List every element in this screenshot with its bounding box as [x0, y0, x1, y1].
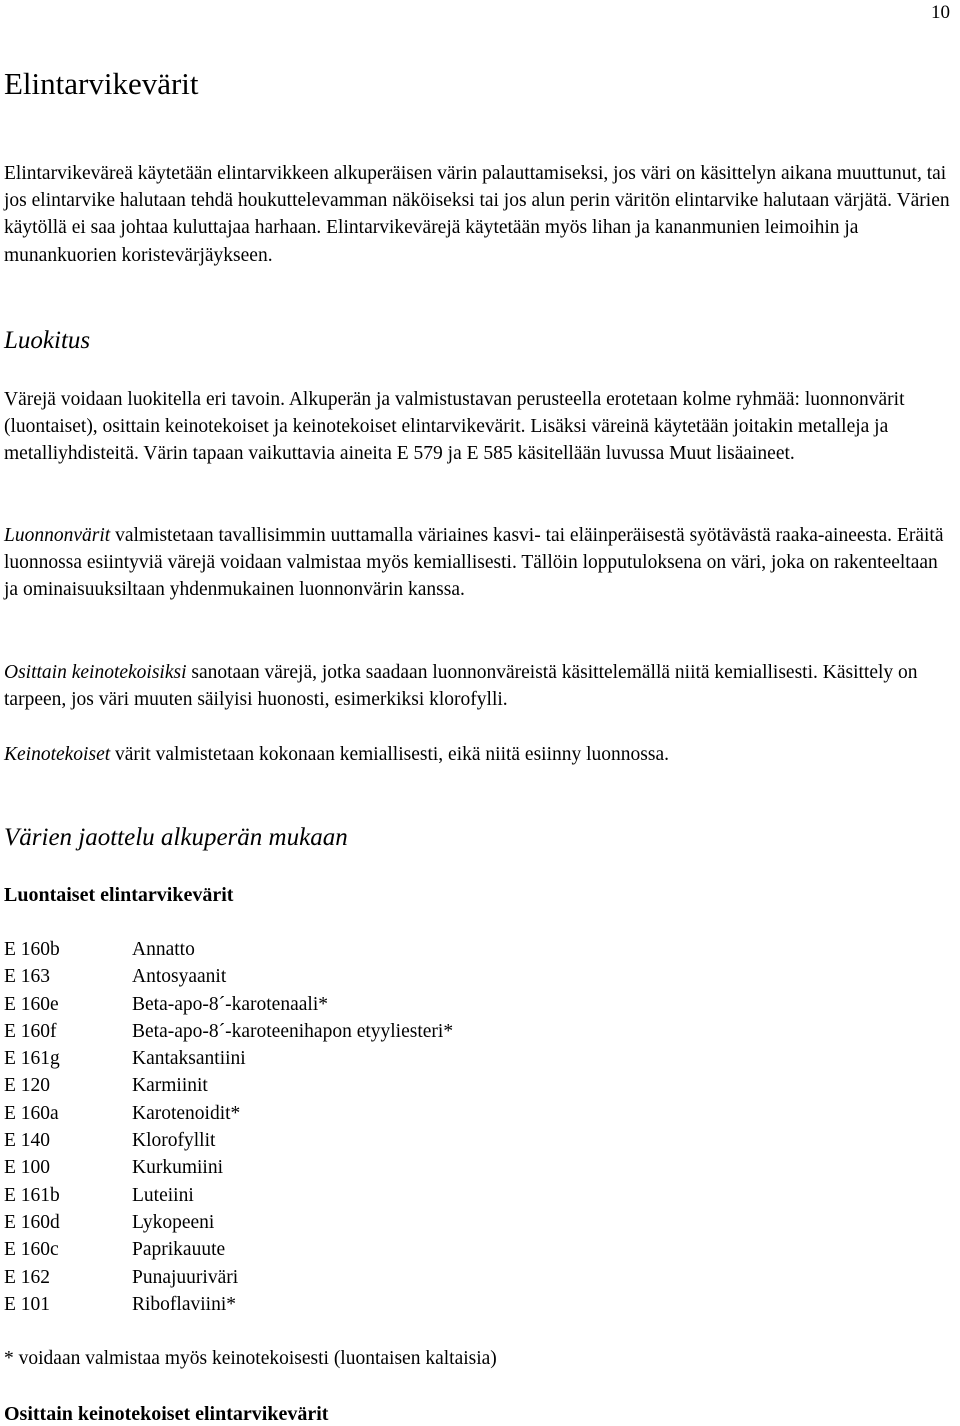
keinotekoiset-text: värit valmistetaan kokonaan kemiallisesti, eikä niitä esiinny luonnossa. — [110, 744, 670, 765]
e-code: E 120 — [4, 1075, 51, 1097]
color-name: Kantaksantiini — [132, 1048, 246, 1070]
list-item — [4, 963, 453, 990]
color-name: Paprikauute — [132, 1239, 226, 1261]
color-name: Riboflaviini* — [132, 1293, 236, 1315]
color-name: Karotenoidit* — [132, 1102, 241, 1124]
luokitus-heading: Luokitus — [4, 327, 91, 354]
color-name: Annatto — [132, 939, 195, 960]
page-number: 10 — [931, 2, 950, 23]
footnote: * voidaan valmistaa myös keinotekoisesti (luontaisen kaltaisia) — [4, 1348, 497, 1369]
list-item — [4, 1291, 453, 1318]
color-name: Punajuuriväri — [132, 1266, 239, 1288]
e-code: E 160b — [4, 939, 60, 960]
keinotekoiset-paragraph — [4, 741, 954, 768]
e-code: E 160d — [4, 1211, 60, 1233]
e-code: E 161b — [4, 1184, 60, 1206]
luonnonvarit-text: valmistetaan tavallisimmin uuttamalla väriaines kasvi- tai eläinperäisestä syötävästä raaka-aineesta. Eräitä luonnossa esiintyviä värejä voidaan valmistaa myös kemiallisesti. Tällöin lopputuloksena on väri, joka on rakenteeltaan ja ominaisuuksiltaan yhdenmukainen luonnonvärin kanssa. — [4, 525, 944, 601]
keinotekoiset-term: Keinotekoiset — [4, 744, 111, 765]
e-code: E 162 — [4, 1266, 51, 1288]
list-item — [4, 1072, 453, 1099]
color-name: Beta-apo-8´-karotenaali* — [132, 993, 328, 1015]
jaottelu-heading: Värien jaottelu alkuperän mukaan — [4, 824, 348, 851]
list-item — [4, 1154, 453, 1181]
list-item — [4, 1236, 453, 1263]
e-code: E 160f — [4, 1020, 57, 1042]
list-item — [4, 1264, 453, 1291]
osittain-paragraph — [4, 659, 954, 713]
intro-paragraph: Elintarvikeväreä käytetään elintarvikkeen alkuperäisen värin palauttamiseksi, jos väri on käsittelyn aikana muuttunut, tai jos elintarvike halutaan tehdä houkuttelevamman näköiseksi tai jos alun perin väritön elintarvike halutaan värjätä. Värien käytöllä ei saa johtaa kuluttajaa harhaan. Elintarvikevärejä käytetään myös lihan ja kananmunien leimoihin ja munankuorien koristevärjäykseen. — [4, 163, 950, 266]
color-list — [4, 936, 453, 1318]
e-code: E 160c — [4, 1239, 59, 1261]
color-name: Kurkumiini — [132, 1157, 223, 1179]
color-name: Luteiini — [132, 1184, 194, 1206]
list-item — [4, 1018, 453, 1045]
list-item — [4, 1100, 453, 1127]
color-name: Antosyaanit — [132, 966, 227, 988]
luokitus-paragraph: Värejä voidaan luokitella eri tavoin. Alkuperän ja valmistustavan perusteella erotetaan kolme ryhmää: luonnonvärit (luontaiset), osittain keinotekoiset ja keinotekoiset elintarvikevärit. Lisäksi väreinä käytetään joitakin metalleja ja metalliyhdisteitä. Värin tapaan vaikuttavia aineita E 579 ja E 585 käsitellään luvussa Muut lisäaineet. — [4, 389, 905, 465]
color-name: Klorofyllit — [132, 1130, 216, 1152]
e-code: E 160e — [4, 993, 59, 1015]
luonnonvarit-paragraph — [4, 522, 954, 604]
list-item — [4, 936, 453, 963]
list-item — [4, 991, 453, 1018]
e-code: E 163 — [4, 966, 51, 988]
e-code: E 100 — [4, 1157, 51, 1179]
color-name: Beta-apo-8´-karoteenihapon etyyliesteri* — [132, 1020, 454, 1042]
luontaiset-heading: Luontaiset elintarvikevärit — [4, 884, 234, 906]
osittain-keinotekoiset-heading: Osittain keinotekoiset elintarvikevärit — [4, 1403, 329, 1425]
color-name: Karmiinit — [132, 1075, 208, 1097]
e-code: E 140 — [4, 1130, 51, 1152]
list-item — [4, 1045, 453, 1072]
osittain-text: sanotaan värejä, jotka saadaan luonnonväreistä käsittelemällä niitä kemiallisesti. Käsittely on tarpeen, jos väri muuten säilyisi huonosti, esimerkiksi klorofylli. — [4, 662, 918, 711]
color-name: Lykopeeni — [132, 1211, 215, 1233]
list-item — [4, 1127, 453, 1154]
page-title: Elintarvikevärit — [4, 66, 199, 101]
e-code: E 101 — [4, 1293, 51, 1315]
luonnonvarit-term: Luonnonvärit — [4, 525, 111, 546]
osittain-term: Osittain keinotekoisiksi — [4, 662, 187, 683]
list-item — [4, 1182, 453, 1209]
list-item — [4, 1209, 453, 1236]
e-code: E 161g — [4, 1048, 60, 1070]
e-code: E 160a — [4, 1102, 59, 1124]
